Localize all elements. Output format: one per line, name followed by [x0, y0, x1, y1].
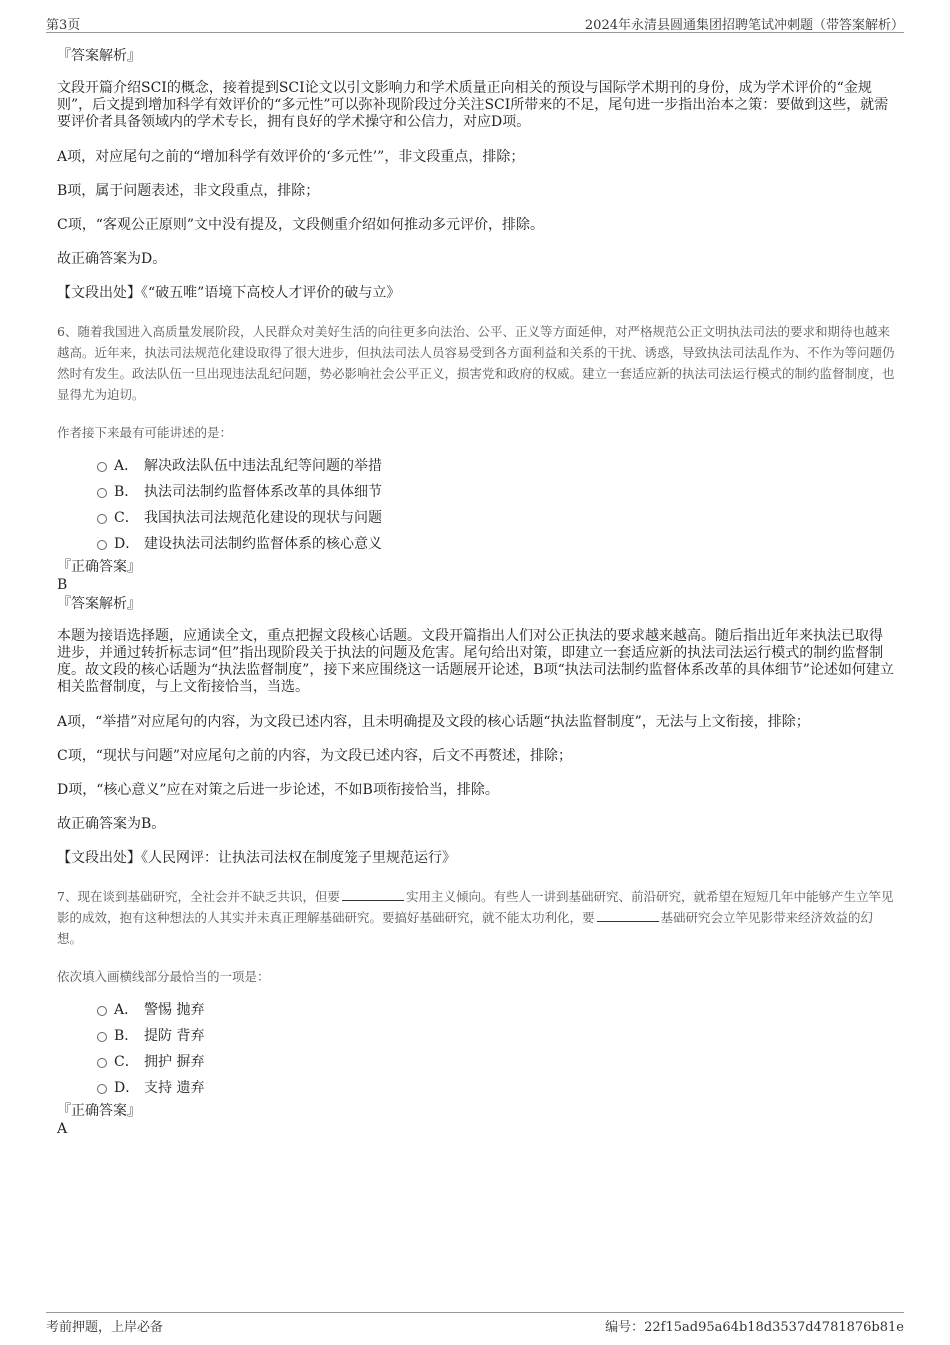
analysis-label: 『答案解析』 — [57, 48, 141, 64]
page-header — [46, 12, 904, 33]
question-6-options — [57, 453, 895, 557]
option-c[interactable] — [57, 1049, 895, 1075]
passage-source: 【文段出处】《“破五唯”语境下高校人才评价的破与立》 — [57, 285, 401, 301]
option-text: 提防 背弃 — [144, 1028, 205, 1044]
document-title: 2024年永清县圆通集团招聘笔试冲刺题（带答案解析） — [584, 18, 904, 33]
passage-source: 【文段出处】《人民网评：让执法司法权在制度笼子里规范运行》 — [57, 850, 456, 866]
blank-line[interactable] — [342, 888, 404, 901]
question-7-text — [57, 886, 895, 949]
radio-icon[interactable] — [97, 1006, 107, 1016]
option-text: 警惕 抛弃 — [144, 1002, 205, 1018]
option-letter: B． — [114, 1028, 139, 1044]
question-7-prompt: 依次填入画横线部分最恰当的一项是： — [57, 969, 270, 984]
option-b[interactable] — [57, 1023, 895, 1049]
question-7-options — [57, 997, 895, 1101]
radio-icon[interactable] — [97, 462, 107, 472]
option-text: 我国执法司法规范化建设的现状与问题 — [144, 510, 382, 526]
option-text: 拥护 摒弃 — [144, 1054, 205, 1070]
analysis-option-a: A项，对应尾句之前的“增加科学有效评价的‘多元性’”，非文段重点，排除； — [57, 149, 525, 165]
analysis-option-a: A项，“举措”对应尾句的内容，为文段已述内容，且未明确提及文段的核心话题“执法监督制度”，无法与上文衔接，排除； — [57, 714, 810, 730]
question-6-text: 6、随着我国进入高质量发展阶段，人民群众对美好生活的向往更多向法治、公平、正义等方面延伸，对严格规范公正文明执法司法的要求和期待也越来越高。近年来，执法司法规范化建设取得了很大进步，但执法司法人员容易受到各方面利益和关系的干扰、诱惑，导致执法司法乱作为、不作为等问题仍然时有发生。政法队伍一旦出现违法乱纪问题，势必影响社会公平正义，损害党和政府的权威。建立一套适应新的执法司法运行模式的制约监督制度，也显得尤为迫切。 — [57, 324, 895, 402]
option-letter: C． — [114, 1054, 139, 1070]
option-letter: C． — [114, 510, 139, 526]
correct-answer-label: 『正确答案』 — [57, 559, 141, 575]
analysis-option-c: C项，“客观公正原则”文中没有提及，文段侧重介绍如何推动多元评价，排除。 — [57, 217, 545, 233]
option-b[interactable] — [57, 479, 895, 505]
document-body — [57, 46, 895, 1138]
option-text: 建设执法司法制约监督体系的核心意义 — [144, 536, 382, 552]
document-code: 编号：22f15ad95a64b18d3537d4781876b81e — [605, 1320, 904, 1335]
analysis-conclusion: 故正确答案为B。 — [57, 816, 166, 832]
option-a[interactable] — [57, 453, 895, 479]
option-d[interactable] — [57, 531, 895, 557]
radio-icon[interactable] — [97, 488, 107, 498]
radio-icon[interactable] — [97, 514, 107, 524]
question-7-text-part-1: 7、现在谈到基础研究，全社会并不缺乏共识，但要 — [57, 889, 340, 904]
option-text: 执法司法制约监督体系改革的具体细节 — [144, 484, 382, 500]
option-letter: D． — [114, 1080, 140, 1096]
page-number: 第3页 — [46, 18, 81, 33]
option-text: 支持 遗弃 — [144, 1080, 205, 1096]
analysis-text: 本题为接语选择题，应通读全文，重点把握文段核心话题。文段开篇指出人们对公正执法的要求越来越高。随后指出近年来执法已取得进步，并通过转折标志词“但”指出现阶段关于执法的问题及危害。尾句给出对策，即建立一套适应新的执法司法运行模式的制约监督制度。故文段的核心话题为“执法监督制度”，接下来应围绕这一话题展开论述，B项“执法司法制约监督体系改革的具体细节”论述如何建立相关监督制度，与上文衔接恰当，当选。 — [57, 628, 894, 695]
radio-icon[interactable] — [97, 1084, 107, 1094]
question-7-text-part-3: 基础研究会立竿见影带来经济效益的幻想。 — [57, 910, 874, 946]
analysis-option-d: D项，“核心意义”应在对策之后进一步论述，不如B项衔接恰当，排除。 — [57, 782, 499, 798]
radio-icon[interactable] — [97, 1032, 107, 1042]
radio-icon[interactable] — [97, 1058, 107, 1068]
option-letter: D． — [114, 536, 140, 552]
question-6-prompt: 作者接下来最有可能讲述的是： — [57, 425, 233, 440]
analysis-option-b: B项，属于问题表述，非文段重点，排除； — [57, 183, 320, 199]
analysis-option-c: C项，“现状与问题”对应尾句之前的内容，为文段已述内容，后文不再赘述，排除； — [57, 748, 573, 764]
option-letter: B． — [114, 484, 139, 500]
option-a[interactable] — [57, 997, 895, 1023]
option-letter: A． — [114, 1002, 139, 1018]
option-d[interactable] — [57, 1075, 895, 1101]
correct-answer: B — [57, 577, 68, 593]
option-letter: A． — [114, 458, 139, 474]
correct-answer-label: 『正确答案』 — [57, 1103, 141, 1119]
option-text: 解决政法队伍中违法乱纪等问题的举措 — [144, 458, 382, 474]
radio-icon[interactable] — [97, 540, 107, 550]
analysis-text: 文段开篇介绍SCI的概念，接着提到SCI论文以引文影响力和学术质量正向相关的预设与国际学术期刊的身份，成为学术评价的“金规则”，后文提到增加科学有效评价的“多元性”可以弥补现阶段过分关注SCI所带来的不足，尾句进一步指出治本之策：要做到这些，就需要评价者具备领域内的学术专长，拥有良好的学术操守和公信力，对应D项。 — [57, 80, 889, 130]
analysis-conclusion: 故正确答案为D。 — [57, 251, 167, 267]
option-c[interactable] — [57, 505, 895, 531]
analysis-label: 『答案解析』 — [57, 596, 141, 612]
correct-answer: A — [57, 1121, 68, 1137]
blank-line[interactable] — [597, 909, 659, 922]
question-7-text-part-2: 实用主义倾向。有些人一讲到基础研究、前沿研究，就希望在短短几年中能够产生立竿见影的成效，抱有这种想法的人其实并未真正理解基础研究。要搞好基础研究，就不能太功利化，要 — [57, 889, 894, 925]
page-footer — [46, 1312, 904, 1337]
footer-slogan: 考前押题，上岸必备 — [46, 1320, 164, 1335]
